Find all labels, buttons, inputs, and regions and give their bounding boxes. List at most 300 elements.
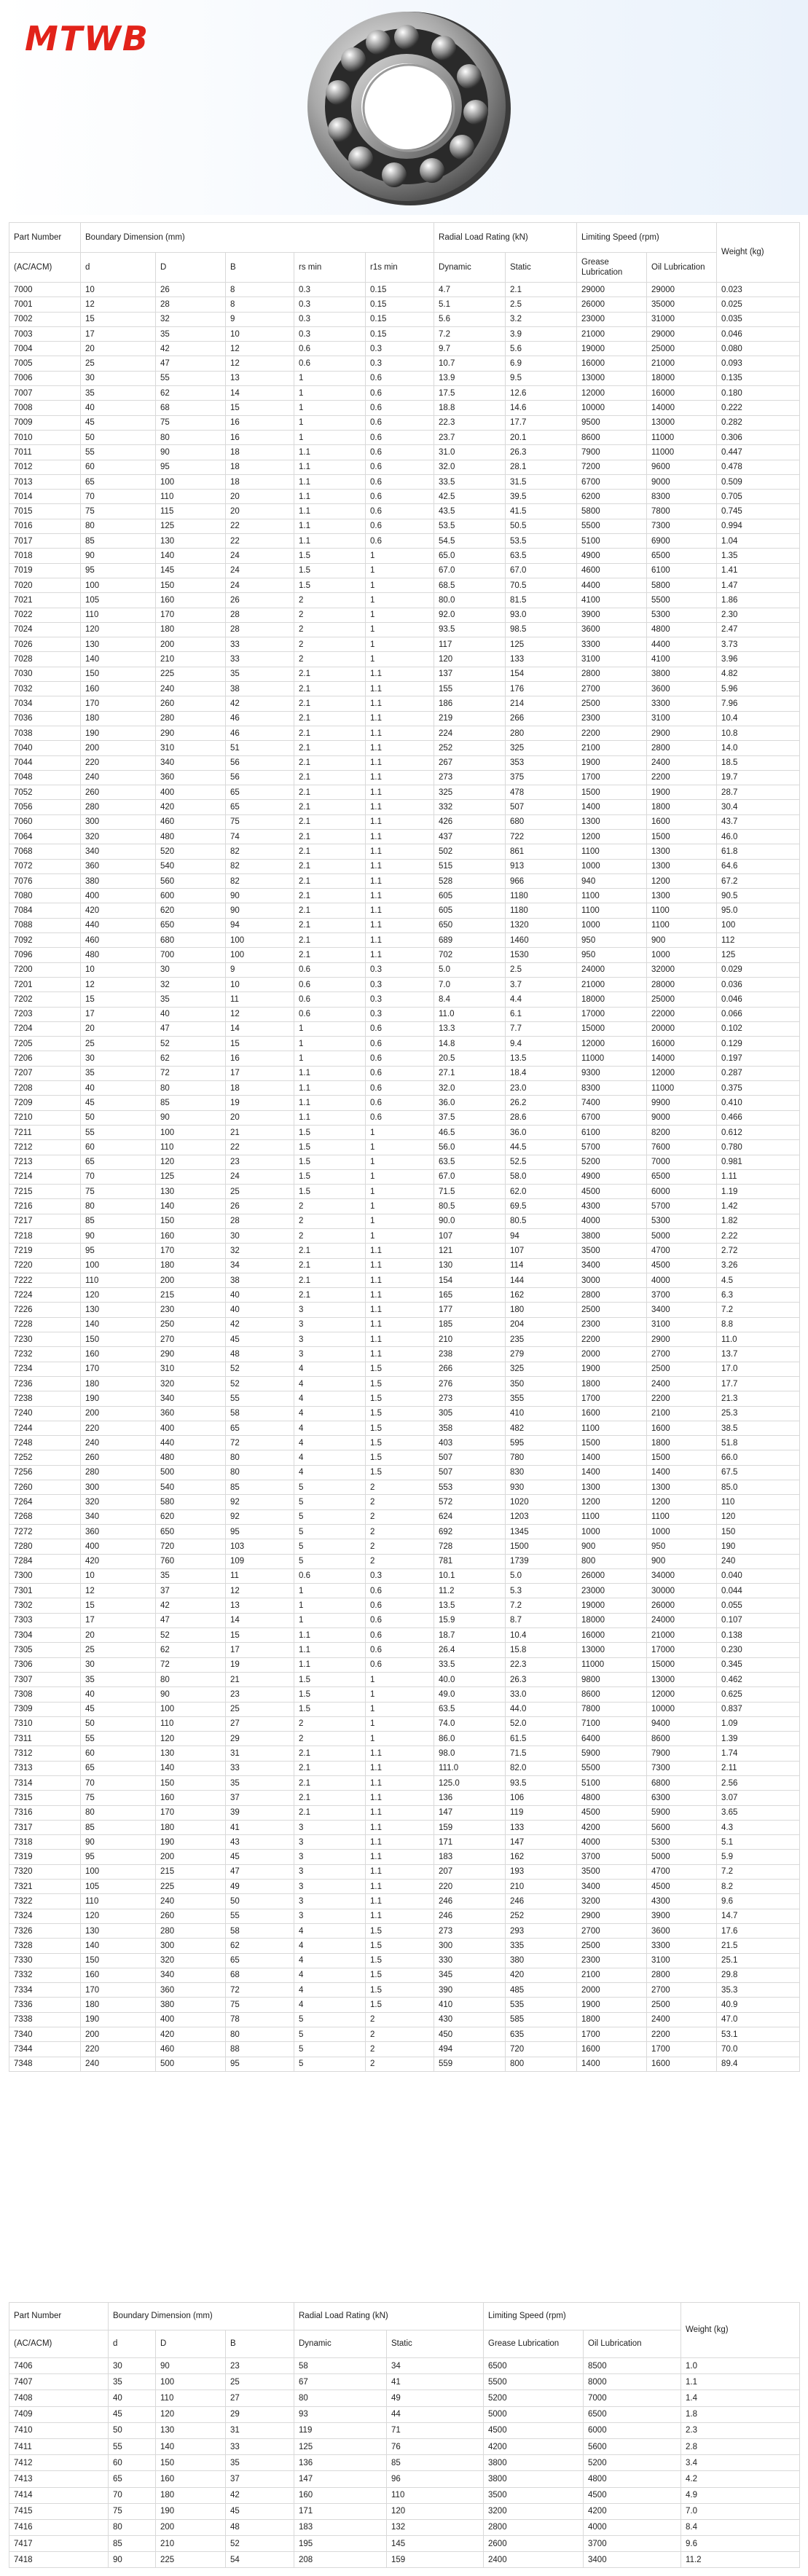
table-cell: 112 — [717, 933, 800, 948]
table-cell: 107 — [506, 1244, 577, 1258]
table-cell: 12 — [81, 297, 156, 312]
table-cell: 140 — [81, 652, 156, 667]
table-cell: 31000 — [647, 312, 717, 326]
table-cell: 26.3 — [506, 1672, 577, 1686]
table-row — [9, 2027, 800, 2042]
part-number-cell: 7096 — [9, 948, 81, 962]
table-row — [9, 1376, 800, 1391]
table-cell: 1.1 — [366, 770, 434, 785]
table-cell: 39 — [226, 1805, 294, 1820]
part-number-cell: 7340 — [9, 2027, 81, 2042]
table-cell: 1 — [366, 1140, 434, 1155]
table-cell: 1.41 — [717, 563, 800, 578]
table-cell: 0.230 — [717, 1643, 800, 1657]
table-cell: 3.2 — [506, 312, 577, 326]
table-cell: 170 — [156, 608, 226, 622]
table-cell: 1.5 — [366, 1953, 434, 1968]
table-cell: 5500 — [577, 519, 647, 533]
table-cell: 340 — [81, 844, 156, 859]
table-cell: 0.107 — [717, 1613, 800, 1627]
table-cell: 82 — [226, 859, 294, 873]
table-cell: 605 — [434, 889, 506, 903]
table-cell: 12 — [226, 1584, 294, 1598]
table-cell: 100 — [81, 1258, 156, 1273]
table-cell: 95.0 — [717, 903, 800, 918]
table-cell: 7400 — [577, 1096, 647, 1110]
table-row — [9, 1524, 800, 1539]
table-cell: 1 — [294, 401, 366, 415]
table-cell: 35.3 — [717, 1983, 800, 1998]
limiting-speed-header: Limiting Speed (rpm) — [577, 223, 717, 253]
table-cell: 4 — [294, 1362, 366, 1376]
table-cell: 3100 — [577, 652, 647, 667]
table-cell: 30 — [226, 1229, 294, 1244]
table-cell: 60 — [81, 1140, 156, 1155]
table-cell: 55 — [81, 445, 156, 460]
table-cell: 20 — [81, 1628, 156, 1643]
part-number-cell: 7418 — [9, 2552, 109, 2568]
table-cell: 1 — [366, 1169, 434, 1184]
table-cell: 3400 — [577, 1880, 647, 1894]
part-number-cell: 7344 — [9, 2042, 81, 2057]
table-cell: 4500 — [647, 1258, 717, 1273]
table-cell: 21 — [226, 1672, 294, 1686]
table-cell: 28 — [226, 1214, 294, 1228]
table-cell: 29.8 — [717, 1968, 800, 1982]
table-cell: 4.2 — [681, 2471, 800, 2487]
table-cell: 16000 — [577, 1628, 647, 1643]
table-cell: 2 — [366, 1495, 434, 1509]
table-cell: 900 — [577, 1539, 647, 1554]
part-number-cell: 7417 — [9, 2536, 109, 2552]
table-cell: 154 — [506, 667, 577, 681]
table-cell: 500 — [156, 1465, 226, 1480]
part-number-cell: 7201 — [9, 977, 81, 991]
table-cell: 605 — [434, 903, 506, 918]
table-cell: 2200 — [577, 726, 647, 740]
part-number-cell: 7306 — [9, 1657, 81, 1672]
table-row — [9, 1657, 800, 1672]
table-cell: 1.1 — [366, 1244, 434, 1258]
table-cell: 246 — [434, 1909, 506, 1923]
outer-d-header: D — [156, 2330, 226, 2358]
table-cell: 360 — [81, 859, 156, 873]
part-number-header: Part Number — [9, 2303, 109, 2330]
acm-header: (AC/ACM) — [9, 2330, 109, 2358]
table-cell: 111.0 — [434, 1761, 506, 1775]
table-cell: 24 — [226, 578, 294, 592]
table-cell: 75 — [81, 1791, 156, 1805]
table-cell: 4.5 — [717, 1273, 800, 1287]
table-cell: 290 — [156, 726, 226, 740]
table-cell: 56.0 — [434, 1140, 506, 1155]
table-cell: 25 — [226, 1702, 294, 1716]
table-row — [9, 785, 800, 800]
table-cell: 8500 — [584, 2358, 681, 2374]
table-cell: 0.3 — [294, 297, 366, 312]
table-cell: 1600 — [577, 2042, 647, 2057]
table-cell: 80 — [226, 1465, 294, 1480]
table-cell: 90.0 — [434, 1214, 506, 1228]
table-cell: 3900 — [647, 1909, 717, 1923]
table-cell: 1000 — [577, 1524, 647, 1539]
part-number-cell: 7336 — [9, 1998, 81, 2012]
table-row — [9, 1598, 800, 1613]
table-cell: 450 — [434, 2027, 506, 2042]
part-number-cell: 7307 — [9, 1672, 81, 1686]
table-cell: 3.65 — [717, 1805, 800, 1820]
table-cell: 2.1 — [294, 1761, 366, 1775]
table-cell: 4700 — [647, 1864, 717, 1879]
table-cell: 8 — [226, 297, 294, 312]
table-cell: 65.0 — [434, 549, 506, 563]
table-cell: 2900 — [647, 726, 717, 740]
table-cell: 1 — [294, 430, 366, 444]
table-cell: 37 — [156, 1584, 226, 1598]
table-cell: 1800 — [577, 2012, 647, 2027]
table-cell: 1500 — [577, 1436, 647, 1450]
table-cell: 5 — [294, 1539, 366, 1554]
table-cell: 2 — [294, 652, 366, 667]
table-cell: 1 — [366, 593, 434, 608]
table-cell: 507 — [434, 1450, 506, 1465]
table-cell: 50 — [81, 1716, 156, 1731]
table-cell: 58 — [226, 1406, 294, 1421]
table-cell: 1400 — [647, 1465, 717, 1480]
table-cell: 18.4 — [506, 1066, 577, 1080]
table-cell: 53.5 — [506, 534, 577, 549]
table-cell: 110 — [387, 2487, 484, 2503]
table-cell: 0.625 — [717, 1687, 800, 1702]
header-row-columns — [9, 253, 800, 283]
table-cell: 2 — [294, 608, 366, 622]
table-cell: 553 — [434, 1480, 506, 1495]
table-cell: 1500 — [506, 1539, 577, 1554]
table-cell: 0.410 — [717, 1096, 800, 1110]
table-cell: 2700 — [577, 1923, 647, 1938]
table-cell: 136 — [434, 1791, 506, 1805]
part-number-cell: 7072 — [9, 859, 81, 873]
table-cell: 320 — [156, 1376, 226, 1391]
table-cell: 0.6 — [366, 1584, 434, 1598]
table-cell: 3300 — [577, 637, 647, 652]
table-row — [9, 2406, 800, 2422]
part-number-cell: 7092 — [9, 933, 81, 948]
table-cell: 1800 — [647, 1436, 717, 1450]
table-cell: 2400 — [647, 1376, 717, 1391]
table-cell: 624 — [434, 1509, 506, 1524]
table-cell: 180 — [81, 1376, 156, 1391]
table-cell: 47.0 — [717, 2012, 800, 2027]
table-cell: 420 — [506, 1968, 577, 1982]
table-cell: 0.15 — [366, 283, 434, 297]
part-number-cell: 7348 — [9, 2057, 81, 2071]
table-cell: 494 — [434, 2042, 506, 2057]
part-number-cell: 7413 — [9, 2471, 109, 2487]
table-cell: 3500 — [577, 1244, 647, 1258]
table-row — [9, 549, 800, 563]
table-cell: 1100 — [647, 918, 717, 932]
table-cell: 115 — [156, 504, 226, 519]
table-cell: 1.5 — [294, 578, 366, 592]
table-cell: 150 — [81, 1332, 156, 1347]
table-cell: 0.780 — [717, 1140, 800, 1155]
table-cell: 24000 — [647, 1613, 717, 1627]
part-number-cell: 7006 — [9, 371, 81, 385]
table-row — [9, 770, 800, 785]
grease-header: Grease Lubrication — [484, 2330, 584, 2358]
table-cell: 2900 — [647, 1332, 717, 1347]
table-cell: 5800 — [647, 578, 717, 592]
table-cell: 4 — [294, 1391, 366, 1406]
table-cell: 207 — [434, 1864, 506, 1879]
table-cell: 1800 — [577, 1376, 647, 1391]
table-cell: 85 — [109, 2536, 156, 2552]
table-row — [9, 1406, 800, 1421]
table-cell: 0.837 — [717, 1702, 800, 1716]
table-cell: 1.1 — [366, 829, 434, 844]
table-cell: 0.6 — [366, 401, 434, 415]
table-cell: 3400 — [584, 2552, 681, 2568]
table-row — [9, 2455, 800, 2471]
table-cell: 2700 — [647, 1347, 717, 1362]
table-cell: 1.1 — [294, 1081, 366, 1096]
spec-table-7400 — [9, 2302, 800, 2568]
table-row — [9, 1584, 800, 1598]
table-cell: 5.6 — [434, 312, 506, 326]
table-cell: 2.11 — [717, 1761, 800, 1775]
table-cell: 1.39 — [717, 1732, 800, 1746]
table-cell: 33.5 — [434, 1657, 506, 1672]
table-cell: 125 — [717, 948, 800, 962]
part-number-cell: 7321 — [9, 1880, 81, 1894]
table-cell: 410 — [506, 1406, 577, 1421]
table-cell: 3 — [294, 1864, 366, 1879]
table-cell: 4200 — [484, 2438, 584, 2454]
table-cell: 110 — [81, 1273, 156, 1287]
part-number-cell: 7304 — [9, 1628, 81, 1643]
table-cell: 6000 — [647, 1185, 717, 1199]
table-cell: 125 — [506, 637, 577, 652]
table-row — [9, 356, 800, 371]
table-cell: 3500 — [577, 1864, 647, 1879]
table-cell: 0.6 — [366, 1081, 434, 1096]
table-cell: 34 — [387, 2358, 484, 2374]
table-cell: 1.1 — [294, 445, 366, 460]
table-cell: 35 — [109, 2374, 156, 2390]
table-cell: 585 — [506, 2012, 577, 2027]
table-cell: 72 — [226, 1983, 294, 1998]
part-number-cell: 7011 — [9, 445, 81, 460]
table-cell: 22 — [226, 1140, 294, 1155]
table-cell: 1.1 — [366, 1347, 434, 1362]
table-cell: 8.8 — [717, 1317, 800, 1332]
table-cell: 2 — [366, 2027, 434, 2042]
table-cell: 1200 — [647, 873, 717, 888]
table-cell: 36.0 — [434, 1096, 506, 1110]
table-cell: 2100 — [577, 1968, 647, 1982]
table-cell: 19000 — [577, 1598, 647, 1613]
table-cell: 90 — [81, 1229, 156, 1244]
table-cell: 430 — [434, 2012, 506, 2027]
table-cell: 1.1 — [366, 800, 434, 814]
table-cell: 1 — [366, 563, 434, 578]
table-cell: 76 — [387, 2438, 484, 2454]
table-cell: 2500 — [647, 1362, 717, 1376]
table-cell: 273 — [434, 1923, 506, 1938]
table-cell: 2.1 — [294, 726, 366, 740]
table-cell: 0.6 — [366, 415, 434, 430]
table-row — [9, 1303, 800, 1317]
table-cell: 51.8 — [717, 1436, 800, 1450]
b-header: B — [226, 2330, 294, 2358]
part-number-cell: 7040 — [9, 741, 81, 755]
table-cell: 1.5 — [366, 1450, 434, 1465]
table-cell: 8000 — [584, 2374, 681, 2390]
table-cell: 340 — [156, 1968, 226, 1982]
table-cell: 1400 — [577, 2057, 647, 2071]
r1s-min-header: r1s min — [366, 253, 434, 283]
table-cell: 2.5 — [506, 962, 577, 977]
table-cell: 280 — [81, 1465, 156, 1480]
table-cell: 7.0 — [681, 2503, 800, 2519]
table-cell: 133 — [506, 1820, 577, 1834]
table-cell: 240 — [156, 682, 226, 696]
table-cell: 215 — [156, 1864, 226, 1879]
table-cell: 90 — [81, 1835, 156, 1850]
table-cell: 403 — [434, 1436, 506, 1450]
table-cell: 160 — [156, 2471, 226, 2487]
table-cell: 45 — [81, 415, 156, 430]
table-cell: 966 — [506, 873, 577, 888]
table-cell: 65 — [109, 2471, 156, 2487]
table-cell: 300 — [434, 1939, 506, 1953]
table-row — [9, 800, 800, 814]
table-cell: 2.1 — [294, 1775, 366, 1790]
table-cell: 1.1 — [366, 1820, 434, 1834]
table-cell: 0.6 — [366, 1066, 434, 1080]
table-cell: 183 — [434, 1850, 506, 1864]
table-cell: 220 — [81, 2042, 156, 2057]
table-cell: 2.1 — [294, 800, 366, 814]
table-cell: 13.9 — [434, 371, 506, 385]
table-cell: 28.1 — [506, 460, 577, 474]
table-cell: 3100 — [647, 1317, 717, 1332]
table-cell: 3.73 — [717, 637, 800, 652]
table-cell: 6300 — [647, 1791, 717, 1805]
table-cell: 2000 — [577, 1983, 647, 1998]
table-cell: 17 — [81, 1007, 156, 1021]
table-cell: 620 — [156, 903, 226, 918]
table-cell: 2500 — [647, 1998, 717, 2012]
table-cell: 200 — [156, 1850, 226, 1864]
table-cell: 94 — [506, 1229, 577, 1244]
table-cell: 1200 — [577, 1495, 647, 1509]
table-cell: 96 — [387, 2471, 484, 2487]
table-row — [9, 1672, 800, 1686]
table-cell: 1200 — [647, 1495, 717, 1509]
table-cell: 4900 — [577, 1169, 647, 1184]
table-cell: 26.4 — [434, 1643, 506, 1657]
table-cell: 30 — [109, 2358, 156, 2374]
table-row — [9, 962, 800, 977]
table-cell: 6.3 — [717, 1288, 800, 1303]
table-cell: 120 — [156, 1155, 226, 1169]
table-cell: 1800 — [647, 800, 717, 814]
table-cell: 171 — [294, 2503, 387, 2519]
table-cell: 2200 — [647, 2027, 717, 2042]
table-cell: 7900 — [647, 1746, 717, 1761]
table-cell: 80.5 — [434, 1199, 506, 1214]
table-cell: 5000 — [484, 2406, 584, 2422]
table-cell: 2.1 — [294, 1244, 366, 1258]
table-cell: 2800 — [577, 667, 647, 681]
table-cell: 0.6 — [366, 386, 434, 401]
table-cell: 18 — [226, 445, 294, 460]
table-cell: 4 — [294, 1421, 366, 1435]
table-cell: 2.5 — [506, 297, 577, 312]
table-cell: 0.6 — [366, 445, 434, 460]
table-cell: 1 — [366, 1185, 434, 1199]
table-cell: 4300 — [577, 1199, 647, 1214]
table-cell: 5900 — [647, 1805, 717, 1820]
table-cell: 507 — [506, 800, 577, 814]
table-cell: 1500 — [647, 829, 717, 844]
table-cell: 210 — [434, 1332, 506, 1347]
table-cell: 2900 — [577, 1909, 647, 1923]
table-cell: 426 — [434, 814, 506, 829]
table-cell: 5 — [294, 2057, 366, 2071]
table-row — [9, 2422, 800, 2438]
table-cell: 30 — [81, 371, 156, 385]
table-cell: 600 — [156, 889, 226, 903]
table-cell: 6100 — [577, 1125, 647, 1139]
table-cell: 160 — [81, 1968, 156, 1982]
table-cell: 65 — [81, 1761, 156, 1775]
table-cell: 360 — [156, 1983, 226, 1998]
table-cell: 130 — [434, 1258, 506, 1273]
table-cell: 13.3 — [434, 1021, 506, 1036]
limiting-speed-header: Limiting Speed (rpm) — [484, 2303, 681, 2330]
table-cell: 1.1 — [366, 873, 434, 888]
table-cell: 85 — [156, 1096, 226, 1110]
table-row — [9, 1939, 800, 1953]
table-cell: 55 — [156, 371, 226, 385]
table-cell: 68 — [156, 401, 226, 415]
table-cell: 14 — [226, 1021, 294, 1036]
table-row — [9, 1613, 800, 1627]
table-cell: 147 — [294, 2471, 387, 2487]
table-cell: 240 — [156, 1894, 226, 1909]
part-number-cell: 7264 — [9, 1495, 81, 1509]
table-cell: 5 — [294, 2027, 366, 2042]
table-cell: 190 — [81, 726, 156, 740]
table-cell: 3.26 — [717, 1258, 800, 1273]
header-row-groups — [9, 2303, 800, 2330]
table-row — [9, 1850, 800, 1864]
table-cell: 325 — [506, 1362, 577, 1376]
table-cell: 90 — [109, 2552, 156, 2568]
table-cell: 3200 — [484, 2503, 584, 2519]
table-cell: 160 — [156, 593, 226, 608]
table-cell: 67.0 — [434, 563, 506, 578]
table-cell: 0.478 — [717, 460, 800, 474]
table-cell: 9.4 — [506, 1037, 577, 1051]
table-cell: 0.15 — [366, 326, 434, 341]
table-cell: 280 — [506, 726, 577, 740]
table-cell: 70 — [81, 1775, 156, 1790]
table-cell: 107 — [434, 1229, 506, 1244]
